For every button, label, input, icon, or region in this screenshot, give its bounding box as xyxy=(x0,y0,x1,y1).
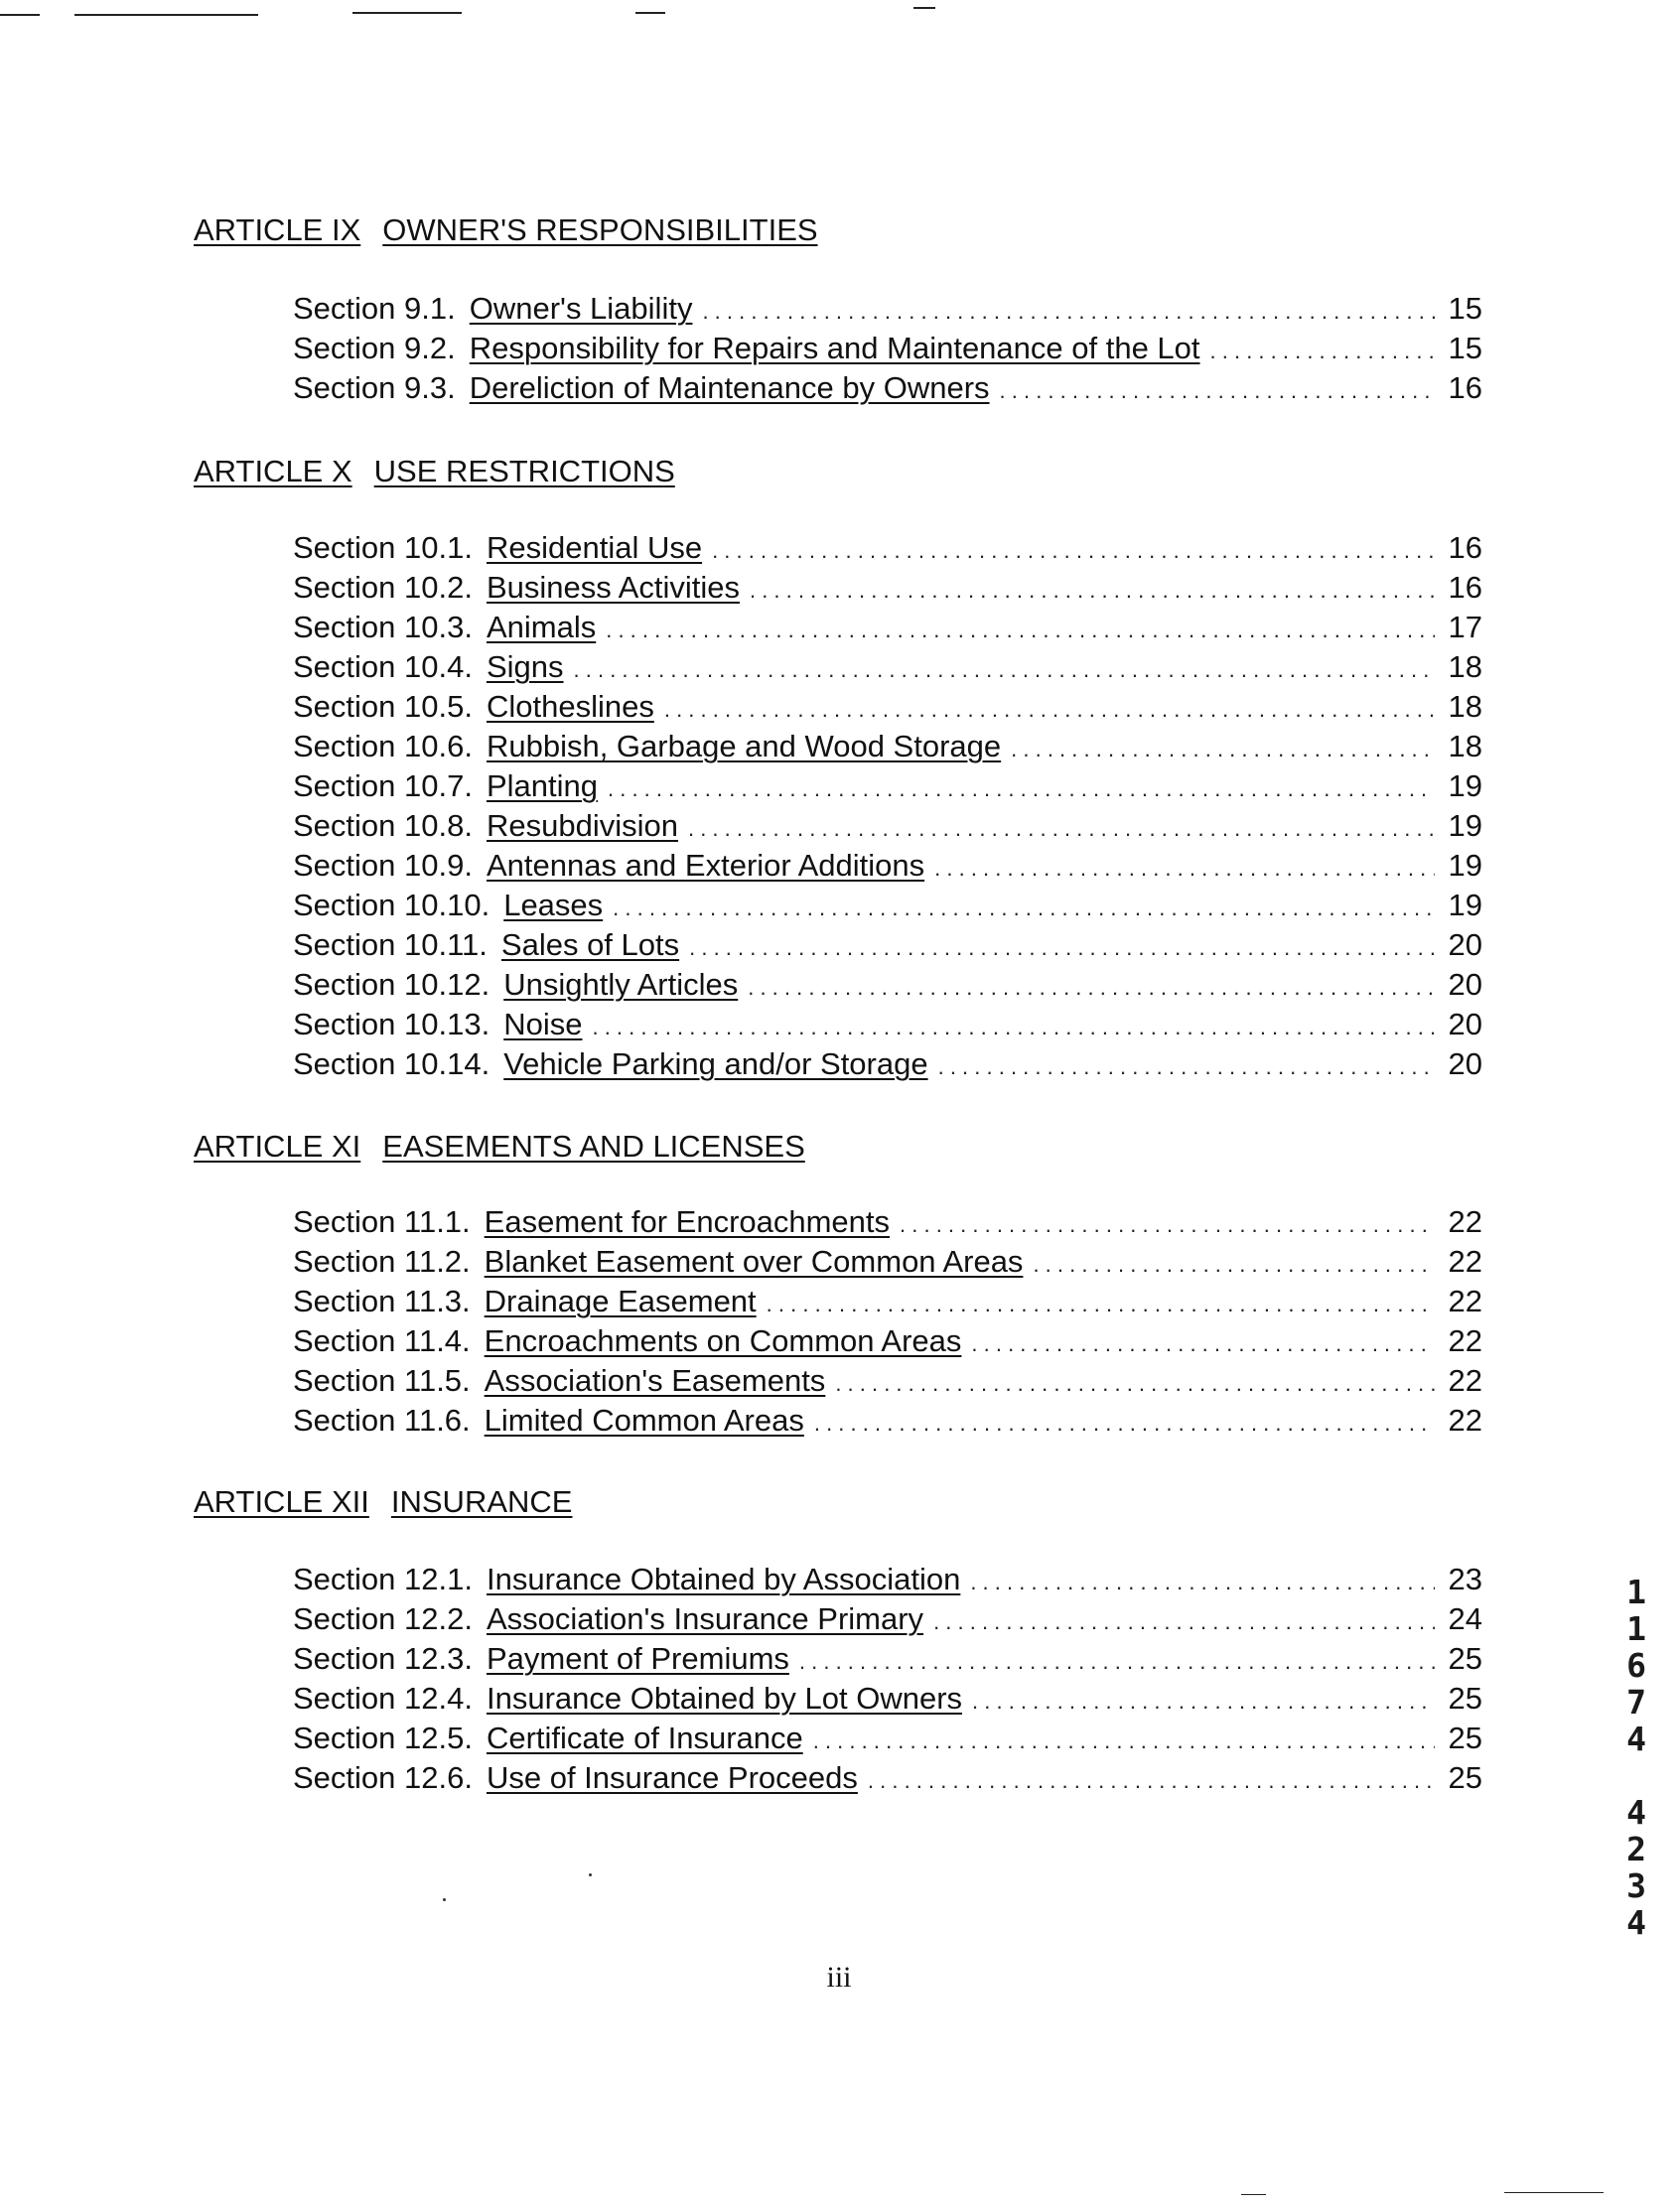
page-number: 20 xyxy=(1448,927,1482,962)
scan-artifact-line xyxy=(635,12,665,14)
section-number: Section 10.12. xyxy=(293,967,490,1002)
section-title: Responsibility for Repairs and Maintenance of the Lot xyxy=(469,331,1200,365)
page-number: 22 xyxy=(1448,1363,1482,1398)
page-number: 17 xyxy=(1448,610,1482,644)
section-number: Section 12.2. xyxy=(293,1601,473,1636)
toc-entry xyxy=(293,848,1482,888)
page-number: 22 xyxy=(1448,1204,1482,1239)
article-heading xyxy=(194,1129,805,1165)
page-number: 20 xyxy=(1448,967,1482,1002)
article-number: ARTICLE IX xyxy=(194,212,361,247)
stamp-digit: 3 xyxy=(1626,1866,1646,1905)
section-title: Clotheslines xyxy=(486,689,654,724)
section-number: Section 11.4. xyxy=(293,1323,471,1358)
page-number: 19 xyxy=(1448,808,1482,843)
page-number: 15 xyxy=(1448,291,1482,326)
dot-leader xyxy=(814,1411,1435,1437)
section-number: Section 10.4. xyxy=(293,649,473,684)
dot-leader xyxy=(971,1331,1435,1357)
section-title: Animals xyxy=(486,610,597,644)
article-title: OWNER'S RESPONSIBILITIES xyxy=(382,212,818,247)
article-number: ARTICLE X xyxy=(194,454,352,488)
dot-leader xyxy=(748,975,1435,1001)
dot-leader xyxy=(608,776,1435,802)
dot-leader xyxy=(574,657,1435,683)
toc-entry xyxy=(293,530,1482,570)
article-title: EASEMENTS AND LICENSES xyxy=(382,1129,805,1164)
dot-leader xyxy=(933,1609,1435,1635)
section-number: Section 10.1. xyxy=(293,530,473,565)
toc-entry xyxy=(293,768,1482,808)
stamp-digit: 4 xyxy=(1626,1720,1646,1758)
section-number: Section 10.2. xyxy=(293,570,473,605)
section-number: Section 9.2. xyxy=(293,331,456,365)
recording-stamp xyxy=(1621,1574,1651,1941)
section-number: Section 12.5. xyxy=(293,1721,473,1755)
dot-leader xyxy=(613,896,1435,921)
toc-entry xyxy=(293,689,1482,729)
toc-section-list xyxy=(293,1562,1482,1800)
section-title: Association's Insurance Primary xyxy=(486,1601,924,1636)
section-number: Section 11.1. xyxy=(293,1204,471,1239)
section-number: Section 11.2. xyxy=(293,1244,471,1279)
page-number: 16 xyxy=(1448,570,1482,605)
page-number: 25 xyxy=(1448,1641,1482,1676)
dot-leader xyxy=(938,1054,1435,1080)
scan-speck xyxy=(589,1873,592,1876)
toc-entry xyxy=(293,1760,1482,1800)
dot-leader xyxy=(688,816,1435,842)
stamp-digit: 4 xyxy=(1626,1793,1646,1832)
section-title: Blanket Easement over Common Areas xyxy=(484,1244,1024,1279)
page-number: 22 xyxy=(1448,1323,1482,1358)
toc-entry xyxy=(293,1562,1482,1601)
article-heading xyxy=(194,212,818,248)
toc-entry xyxy=(293,927,1482,967)
scan-artifact-line xyxy=(1241,2194,1266,2195)
section-title: Residential Use xyxy=(486,530,703,565)
section-title: Dereliction of Maintenance by Owners xyxy=(469,370,990,405)
page-number: 19 xyxy=(1448,768,1482,803)
stamp-digit: 4 xyxy=(1626,1903,1646,1942)
page-number: 25 xyxy=(1448,1721,1482,1755)
page-number: 23 xyxy=(1448,1562,1482,1596)
toc-entry xyxy=(293,1284,1482,1323)
section-title: Easement for Encroachments xyxy=(484,1204,891,1239)
section-title: Antennas and Exterior Additions xyxy=(486,848,925,883)
page-number: 25 xyxy=(1448,1760,1482,1795)
section-number: Section 11.3. xyxy=(293,1284,471,1318)
page-footer-number: iii xyxy=(826,1961,852,1994)
toc-entry xyxy=(293,1681,1482,1721)
dot-leader xyxy=(750,578,1435,604)
page-number: 22 xyxy=(1448,1403,1482,1438)
toc-entry xyxy=(293,1007,1482,1046)
section-title: Insurance Obtained by Lot Owners xyxy=(486,1681,963,1716)
section-number: Section 10.13. xyxy=(293,1007,490,1041)
scan-artifact-line xyxy=(0,14,40,16)
section-number: Section 10.8. xyxy=(293,808,473,843)
section-title: Certificate of Insurance xyxy=(486,1721,803,1755)
section-title: Drainage Easement xyxy=(484,1284,757,1318)
dot-leader xyxy=(799,1649,1435,1675)
toc-entry xyxy=(293,1641,1482,1681)
stamp-digit: 1 xyxy=(1626,1573,1646,1611)
section-title: Payment of Premiums xyxy=(486,1641,789,1676)
section-number: Section 12.4. xyxy=(293,1681,473,1716)
toc-entry xyxy=(293,1244,1482,1284)
article-heading xyxy=(194,454,675,489)
section-title: Insurance Obtained by Association xyxy=(486,1562,961,1596)
page-number: 19 xyxy=(1448,848,1482,883)
section-title: Limited Common Areas xyxy=(484,1403,804,1438)
dot-leader xyxy=(664,697,1435,723)
stamp-digit: 2 xyxy=(1626,1830,1646,1868)
scan-artifact-line xyxy=(74,14,258,16)
dot-leader xyxy=(767,1292,1435,1317)
page-number: 22 xyxy=(1448,1244,1482,1279)
toc-entry xyxy=(293,1046,1482,1086)
section-title: Unsightly Articles xyxy=(503,967,739,1002)
dot-leader xyxy=(712,538,1435,564)
article-title: USE RESTRICTIONS xyxy=(373,454,675,488)
section-title: Vehicle Parking and/or Storage xyxy=(503,1046,928,1081)
toc-entry xyxy=(293,1721,1482,1760)
stamp-digit: 1 xyxy=(1626,1609,1646,1648)
section-title: Sales of Lots xyxy=(500,927,680,962)
section-number: Section 10.5. xyxy=(293,689,473,724)
toc-entry xyxy=(293,967,1482,1007)
scan-artifact-line xyxy=(352,12,462,14)
section-number: Section 12.1. xyxy=(293,1562,473,1596)
dot-leader xyxy=(689,935,1435,961)
page-number: 18 xyxy=(1448,649,1482,684)
toc-entry xyxy=(293,1403,1482,1443)
stamp-digit: 6 xyxy=(1626,1646,1646,1685)
dot-leader xyxy=(900,1212,1435,1238)
dot-leader xyxy=(1033,1252,1435,1278)
section-number: Section 10.9. xyxy=(293,848,473,883)
page-number: 24 xyxy=(1448,1601,1482,1636)
page-number: 19 xyxy=(1448,888,1482,922)
section-number: Section 10.14. xyxy=(293,1046,490,1081)
toc-entry xyxy=(293,570,1482,610)
dot-leader xyxy=(1011,737,1435,762)
page-number: 15 xyxy=(1448,331,1482,365)
section-title: Leases xyxy=(503,888,604,922)
toc-entry xyxy=(293,331,1482,370)
dot-leader xyxy=(813,1728,1435,1754)
section-number: Section 11.6. xyxy=(293,1403,471,1438)
section-number: Section 10.6. xyxy=(293,729,473,763)
article-number: ARTICLE XII xyxy=(194,1484,369,1519)
section-number: Section 11.5. xyxy=(293,1363,471,1398)
toc-section-list xyxy=(293,1204,1482,1443)
dot-leader xyxy=(970,1570,1435,1595)
section-number: Section 12.6. xyxy=(293,1760,473,1795)
page-number: 25 xyxy=(1448,1681,1482,1716)
scan-speck xyxy=(443,1898,446,1901)
toc-entry xyxy=(293,1363,1482,1403)
toc-entry xyxy=(293,1323,1482,1363)
section-title: Resubdivision xyxy=(486,808,678,843)
scan-artifact-line xyxy=(913,7,935,9)
dot-leader xyxy=(835,1371,1435,1397)
dot-leader xyxy=(1000,378,1435,404)
section-number: Section 9.3. xyxy=(293,370,456,405)
article-heading xyxy=(194,1484,572,1520)
section-number: Section 10.10. xyxy=(293,888,490,922)
section-title: Encroachments on Common Areas xyxy=(484,1323,962,1358)
article-number: ARTICLE XI xyxy=(194,1129,361,1164)
section-number: Section 10.7. xyxy=(293,768,473,803)
toc-entry xyxy=(293,370,1482,410)
stamp-digit: 7 xyxy=(1626,1683,1646,1722)
dot-leader xyxy=(972,1689,1435,1715)
dot-leader xyxy=(606,618,1435,643)
scan-artifact-line xyxy=(1504,2192,1604,2193)
toc-entry xyxy=(293,1204,1482,1244)
section-number: Section 10.11. xyxy=(293,927,488,962)
toc-section-list xyxy=(293,530,1482,1086)
section-title: Association's Easements xyxy=(484,1363,826,1398)
toc-entry xyxy=(293,729,1482,768)
toc-entry xyxy=(293,808,1482,848)
toc-section-list xyxy=(293,291,1482,410)
article-title: INSURANCE xyxy=(390,1484,573,1519)
dot-leader xyxy=(1210,339,1435,364)
section-title: Planting xyxy=(486,768,598,803)
page-number: 18 xyxy=(1448,689,1482,724)
dot-leader xyxy=(592,1015,1435,1040)
section-title: Owner's Liability xyxy=(469,291,693,326)
section-title: Use of Insurance Proceeds xyxy=(486,1760,858,1795)
section-title: Signs xyxy=(486,649,564,684)
page-number: 20 xyxy=(1448,1007,1482,1041)
dot-leader xyxy=(702,299,1435,325)
section-number: Section 9.1. xyxy=(293,291,456,326)
section-number: Section 10.3. xyxy=(293,610,473,644)
toc-entry xyxy=(293,610,1482,649)
dot-leader xyxy=(934,856,1435,882)
section-number: Section 12.3. xyxy=(293,1641,473,1676)
page-number: 18 xyxy=(1448,729,1482,763)
toc-entry xyxy=(293,1601,1482,1641)
section-title: Noise xyxy=(503,1007,583,1041)
toc-entry xyxy=(293,291,1482,331)
page-number: 20 xyxy=(1448,1046,1482,1081)
toc-entry xyxy=(293,649,1482,689)
page-number: 22 xyxy=(1448,1284,1482,1318)
section-title: Rubbish, Garbage and Wood Storage xyxy=(486,729,1002,763)
toc-entry xyxy=(293,888,1482,927)
dot-leader xyxy=(868,1768,1435,1794)
section-title: Business Activities xyxy=(486,570,740,605)
page-number: 16 xyxy=(1448,370,1482,405)
page-number: 16 xyxy=(1448,530,1482,565)
stamp-gap xyxy=(1621,1757,1651,1794)
